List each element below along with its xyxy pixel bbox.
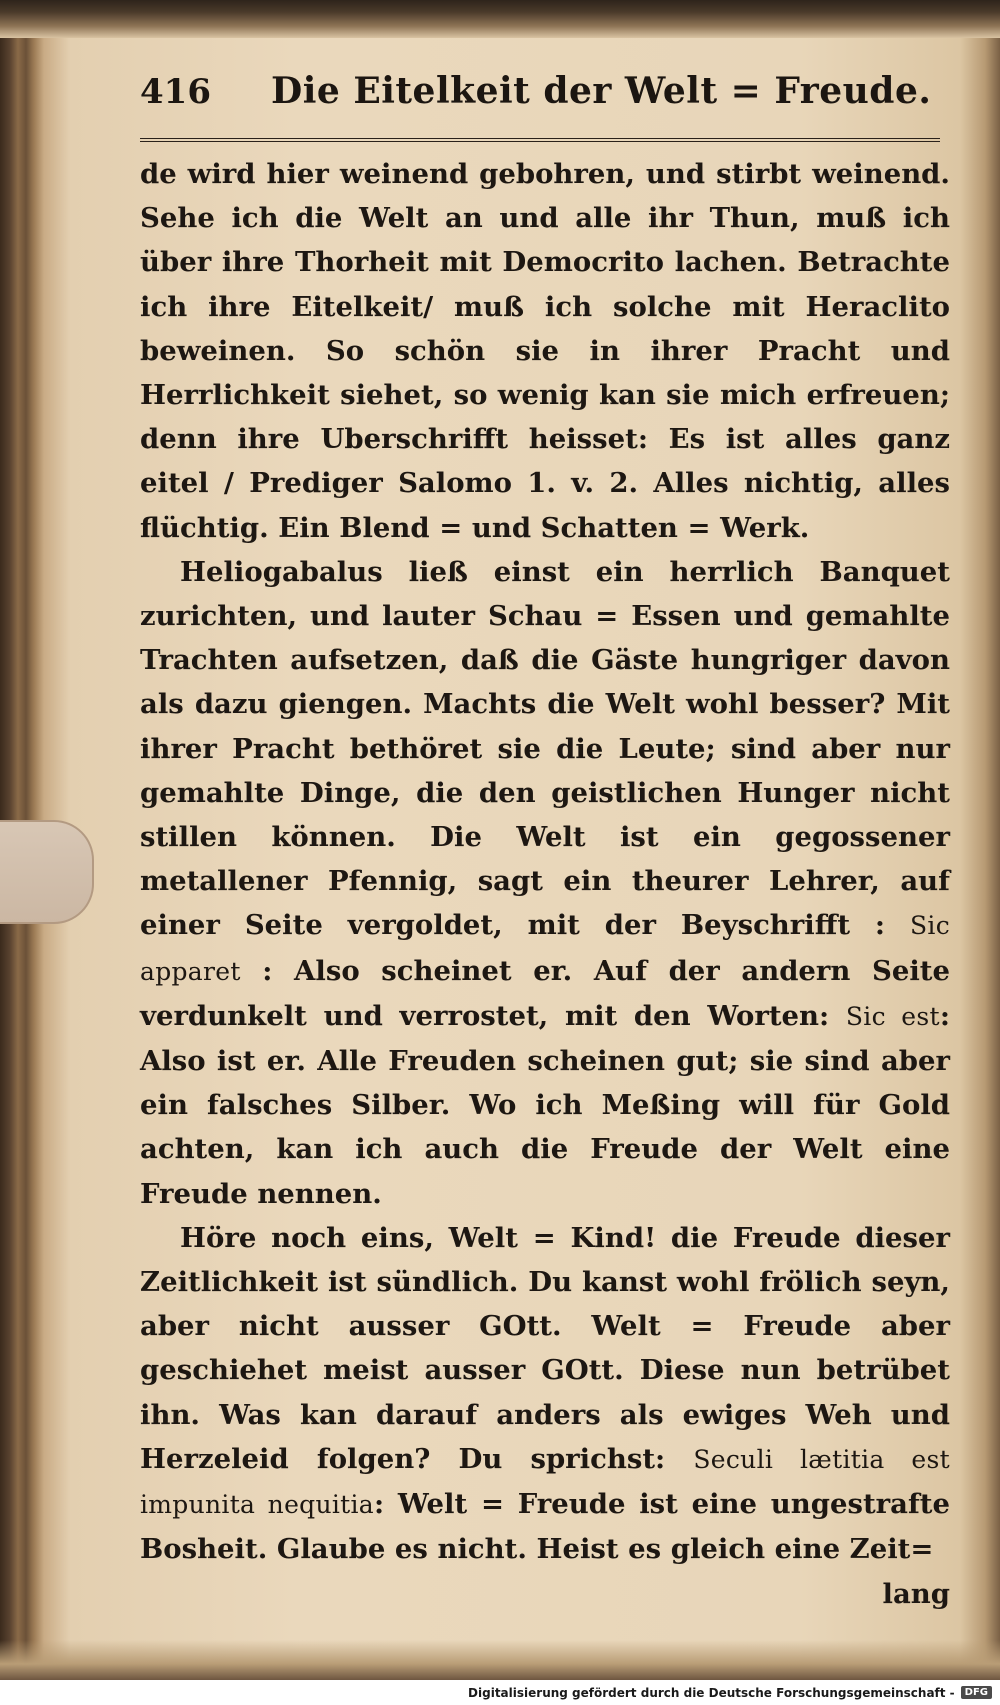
latin-phrase: Sic est <box>845 1001 940 1031</box>
book-top-edge <box>0 0 1000 38</box>
paragraph-3 <box>140 1216 950 1572</box>
book-bottom-edge <box>0 1640 1000 1680</box>
digitization-credit <box>0 1680 1000 1705</box>
text-run: Heliogabalus ließ einst ein herrlich Banquet zurichten, und lauter Schau = Essen und gemahlte Trachten aufsetzen, daß die Gäste hungriger davon als dazu giengen. Machts die Welt wohl besser? Mit ihrer Pracht bethöret sie die Leute; sind aber nur gemahlte Dinge, die den geistlichen Hunger nicht stillen können. Die Welt ist ein gegossener metallener Pfennig, sagt ein theurer Lehrer, auf einer Seite vergoldet, mit der Beyschrifft : <box>140 555 950 942</box>
dfg-logo: DFG <box>961 1686 992 1699</box>
paragraph-1 <box>140 152 950 550</box>
page-tab-marker <box>0 820 94 924</box>
paragraph-2 <box>140 550 950 1216</box>
text-run: : Welt = Freude ist eine ungestrafte Bosheit. Glaube es nicht. Heist es gleich eine Zeit= <box>140 1488 951 1566</box>
credit-text: Digitalisierung gefördert durch die Deutsche Forschungsgemeinschaft - <box>468 1685 955 1700</box>
text-run: Höre noch eins, Welt = Kind! die Freude dieser Zeitlichkeit ist sündlich. Du kanst wohl frölich seyn, aber nicht ausser GOtt. Welt = Freude aber geschiehet meist ausser GOtt. Diese nun betrübet ihn. Was kan darauf anders als ewiges Weh und Herzeleid folgen? Du sprichst: <box>140 1221 950 1475</box>
header-rule <box>140 138 940 142</box>
latin-phrase: Seculi lætitia est impunita nequitia <box>140 1444 950 1520</box>
body-text <box>140 152 950 1572</box>
latin-phrase: Sic apparet <box>140 911 950 986</box>
page-number: 416 <box>140 72 211 112</box>
running-head: Die Eitelkeit der Welt = Freude. <box>270 70 932 112</box>
catchword: lang <box>882 1577 950 1610</box>
text-run: : Also scheinet er. Auf der andern Seite verdunkelt und verrostet, mit den Worten: <box>140 954 950 1032</box>
text-run: de wird hier weinend gebohren, und stirbt weinend. Sehe ich die Welt an und alle ihr Thun, muß ich über ihre Thorheit mit Democrito lachen. Betrachte ich ihre Eitelkeit/ muß ich solche mit Heraclito beweinen. So schön sie in ihrer Pracht und Herrlichkeit siehet, so wenig kan sie mich erfreuen; denn ihre Uberschrifft heisset: Es ist alles ganz eitel / Prediger Salomo 1. v. 2. Alles nichtig, alles flüchtig. Ein Blend = und Schatten = Werk. <box>140 158 950 544</box>
book-page <box>140 70 960 1640</box>
page-header <box>140 70 960 130</box>
text-run: : Also ist er. Alle Freuden scheinen gut; sie sind aber ein falsches Silber. Wo ich Meßing will für Gold achten, kan ich auch die Freude der Welt eine Freude nennen. <box>140 999 951 1210</box>
